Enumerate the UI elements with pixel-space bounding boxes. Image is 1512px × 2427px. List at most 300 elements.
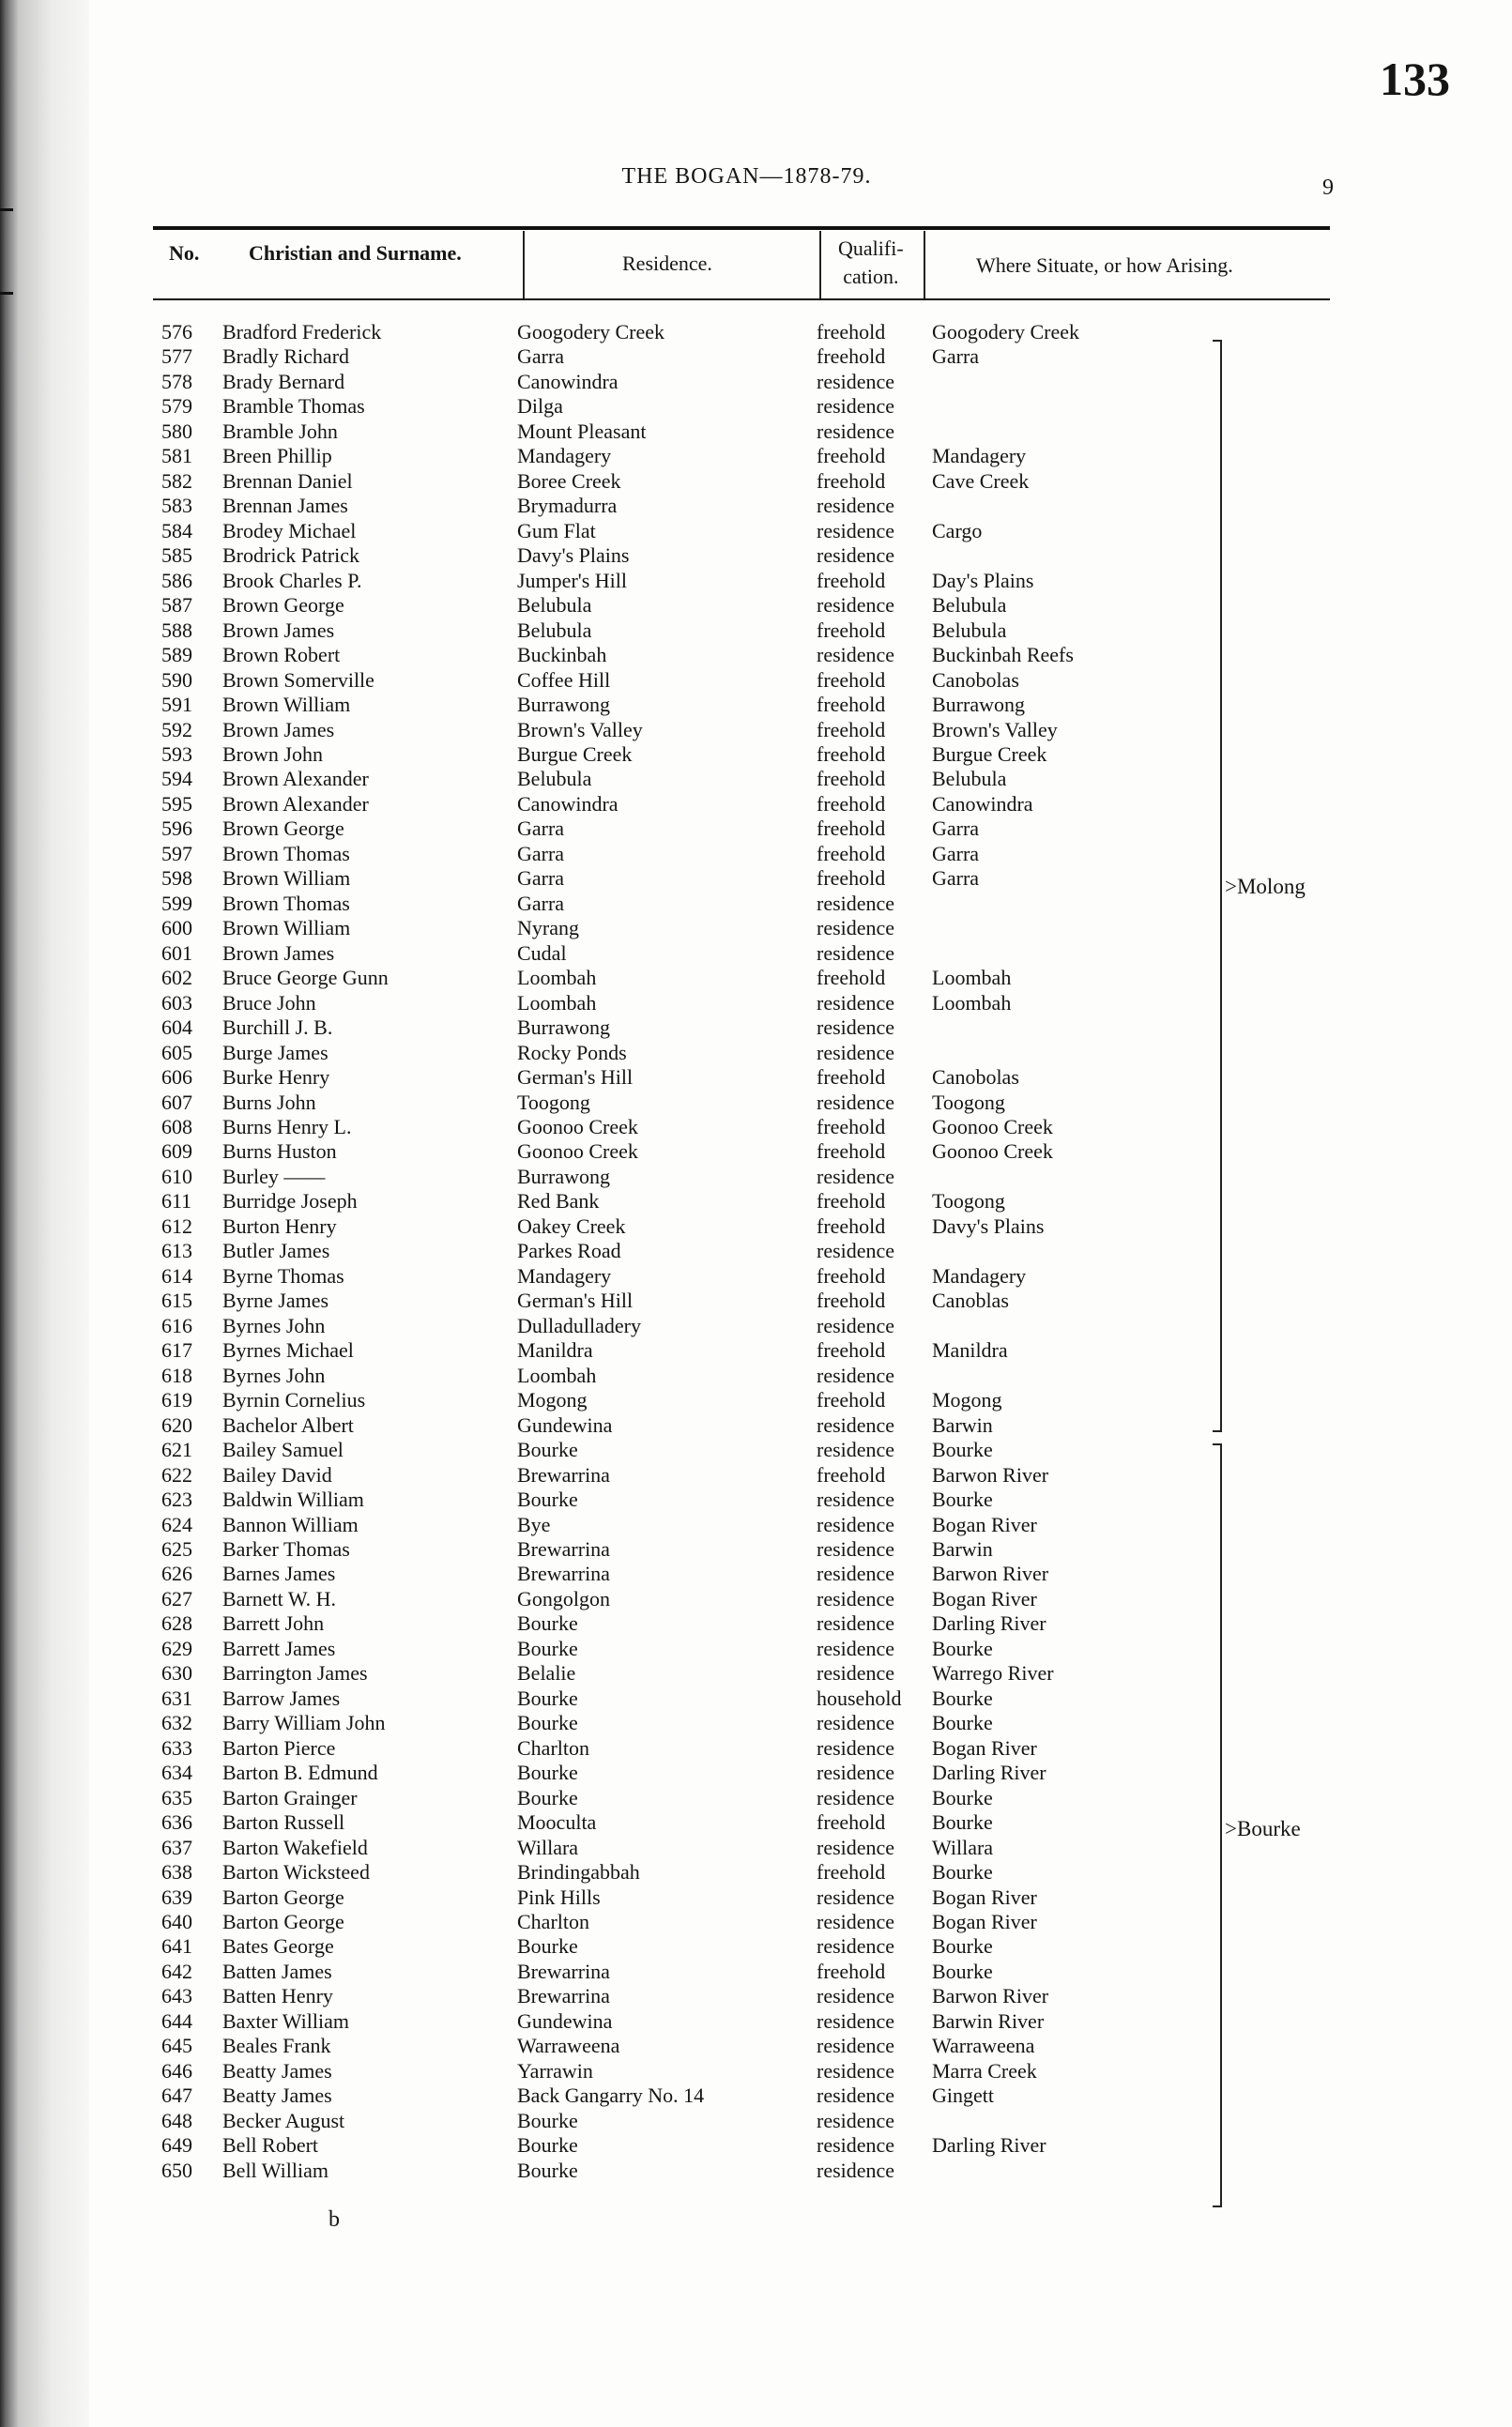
row-name: Bell William (222, 2158, 328, 2182)
row-residence: Charlton (517, 1910, 589, 1933)
row-residence: Dilga (517, 394, 563, 419)
table-row (0, 643, 1493, 667)
row-qualification: residence (817, 1438, 895, 1462)
row-residence: Bourke (517, 2158, 578, 2182)
row-name: Beatty James (222, 2084, 332, 2108)
row-number: 591 (161, 693, 192, 717)
table-row (0, 991, 1493, 1015)
table-row (0, 742, 1493, 767)
row-name: Brown James (222, 618, 335, 642)
row-qualification: residence (817, 1239, 895, 1263)
row-name: Bell Robert (222, 2133, 319, 2158)
table-row (0, 1736, 1493, 1761)
header-name: Christian and Surname. (249, 241, 462, 265)
row-qualification: freehold (817, 741, 886, 766)
row-qualification: residence (817, 1785, 895, 1809)
row-where: Mogong (932, 1388, 1002, 1412)
row-name: Brown Robert (222, 643, 341, 667)
row-name: Bates George (222, 1934, 334, 1959)
row-number: 579 (161, 394, 192, 419)
row-qualification: residence (817, 593, 895, 618)
row-residence: Charlton (517, 1735, 589, 1760)
row-number: 582 (161, 468, 192, 493)
row-name: Baxter William (222, 2008, 349, 2033)
row-qualification: residence (817, 1536, 895, 1561)
row-qualification: freehold (817, 667, 886, 692)
row-where: Bourke (932, 1438, 993, 1462)
row-number: 606 (161, 1065, 192, 1090)
row-number: 637 (161, 1835, 192, 1859)
row-number: 600 (161, 916, 192, 940)
row-name: Breen Phillip (222, 444, 332, 468)
row-number: 649 (161, 2133, 192, 2158)
row-name: Batten James (222, 1959, 332, 1983)
row-number: 643 (161, 1984, 192, 2008)
row-residence: Toogong (517, 1090, 590, 1114)
row-number: 598 (161, 866, 192, 891)
row-qualification: freehold (817, 1139, 886, 1164)
row-name: Barton Pierce (222, 1735, 336, 1760)
row-where: Bogan River (932, 1735, 1037, 1760)
table-row (0, 792, 1493, 817)
table-row (0, 817, 1493, 841)
row-name: Bachelor Albert (222, 1412, 354, 1437)
row-qualification: freehold (817, 568, 886, 592)
row-name: Brown George (222, 817, 344, 841)
row-where: Gingett (932, 2084, 994, 2108)
row-qualification: residence (817, 1512, 895, 1536)
row-qualification: freehold (817, 344, 886, 369)
table-row (0, 2009, 1493, 2034)
row-qualification: residence (817, 2008, 895, 2033)
row-qualification: freehold (817, 1214, 886, 1238)
row-name: Brown James (222, 717, 335, 741)
row-where: Willara (932, 1835, 994, 1859)
row-name: Brown William (222, 866, 351, 891)
row-number: 613 (161, 1239, 192, 1263)
row-where: Garra (932, 841, 980, 865)
column-divider (924, 231, 925, 298)
table-row (0, 1338, 1493, 1363)
row-name: Bailey David (222, 1462, 332, 1487)
table-row (0, 1289, 1493, 1313)
row-name: Burns John (222, 1090, 316, 1114)
table-row (0, 1711, 1493, 1735)
row-number: 642 (161, 1959, 192, 1983)
table-row (0, 444, 1493, 468)
molong-label-text: Molong (1236, 875, 1306, 898)
row-name: Barton Wakefield (222, 1835, 368, 1859)
row-number: 635 (161, 1785, 192, 1809)
row-name: Brown William (222, 916, 351, 940)
row-where: Warraweena (932, 2034, 1035, 2058)
row-residence: Brewarrina (517, 1462, 610, 1487)
table-row (0, 1687, 1493, 1711)
table-row (0, 2034, 1493, 2058)
row-residence: Oakey Creek (517, 1214, 626, 1238)
row-name: Bramble Thomas (222, 394, 365, 419)
table-row (0, 2159, 1493, 2183)
header-qualification-line2: cation. (843, 265, 899, 288)
table-row (0, 2084, 1493, 2108)
row-qualification: residence (817, 1090, 895, 1114)
row-number: 586 (161, 568, 192, 592)
table-row (0, 1537, 1493, 1562)
row-qualification: residence (817, 543, 895, 568)
row-number: 602 (161, 966, 192, 990)
row-residence: Brewarrina (517, 1562, 610, 1586)
row-residence: Brewarrina (517, 1536, 610, 1561)
row-name: Byrne Thomas (222, 1263, 344, 1288)
row-where: Loombah (932, 990, 1012, 1015)
row-qualification: residence (817, 1735, 895, 1760)
row-name: Barton George (222, 1910, 344, 1933)
row-name: Bradford Frederick (222, 320, 382, 343)
row-name: Brown John (222, 741, 323, 766)
row-qualification: freehold (817, 791, 886, 816)
molong-group-label: >Molong (1225, 875, 1306, 898)
row-residence: Canowindra (517, 369, 619, 393)
page-number: 133 (1380, 53, 1450, 105)
row-qualification: freehold (817, 1860, 886, 1885)
row-number: 645 (161, 2034, 192, 2058)
row-residence: Parkes Road (517, 1239, 621, 1263)
row-number: 641 (161, 1934, 192, 1959)
row-qualification: freehold (817, 866, 886, 891)
table-row (0, 1364, 1493, 1388)
row-number: 628 (161, 1611, 192, 1636)
table-row (0, 569, 1493, 593)
row-where: Bogan River (932, 1910, 1037, 1933)
row-number: 597 (161, 841, 192, 865)
row-qualification: residence (817, 1910, 895, 1933)
row-number: 578 (161, 369, 192, 393)
row-qualification: freehold (817, 1959, 886, 1983)
row-residence: Cudal (517, 940, 567, 965)
row-name: Byrnes John (222, 1313, 326, 1337)
header-top-rule (153, 226, 1330, 230)
row-number: 589 (161, 643, 192, 667)
row-name: Brown Thomas (222, 891, 350, 915)
row-name: Barton B. Edmund (222, 1761, 378, 1785)
row-name: Barrett James (222, 1636, 336, 1660)
row-number: 615 (161, 1289, 192, 1313)
row-where: Bourke (932, 1686, 993, 1710)
row-name: Brennan Daniel (222, 468, 353, 493)
row-qualification: freehold (817, 841, 886, 865)
table-row (0, 1091, 1493, 1115)
row-name: Brown Thomas (222, 841, 350, 865)
row-name: Brown George (222, 593, 344, 618)
row-qualification: residence (817, 643, 895, 667)
row-residence: Mooculta (517, 1810, 597, 1835)
table-row (0, 1189, 1493, 1214)
row-where: Bourke (932, 1711, 993, 1735)
table-row (0, 1786, 1493, 1810)
row-number: 622 (161, 1462, 192, 1487)
row-residence: Yarrawin (517, 2058, 593, 2083)
table-row (0, 842, 1493, 866)
row-qualification: freehold (817, 767, 886, 791)
bourke-bracket (1213, 1443, 1222, 2207)
row-residence: Belubula (517, 618, 592, 642)
table-row (0, 693, 1493, 717)
row-residence: Brindingabbah (517, 1860, 640, 1885)
row-name: Brown Alexander (222, 767, 369, 791)
row-residence: Bourke (517, 1611, 578, 1636)
row-qualification: residence (817, 2108, 895, 2132)
row-residence: Davy's Plains (517, 543, 630, 568)
row-number: 630 (161, 1661, 192, 1686)
row-number: 599 (161, 891, 192, 915)
row-residence: Mount Pleasant (517, 419, 647, 443)
row-name: Burton Henry (222, 1214, 337, 1238)
row-qualification: residence (817, 1984, 895, 2008)
row-number: 592 (161, 717, 192, 741)
row-where: Toogong (932, 1189, 1005, 1214)
row-residence: Bourke (517, 1761, 578, 1785)
row-residence: Dulladulladery (517, 1313, 641, 1337)
row-name: Byrnes John (222, 1363, 326, 1387)
row-qualification: residence (817, 419, 895, 443)
row-number: 610 (161, 1164, 192, 1188)
row-where: Belubula (932, 593, 1007, 618)
row-residence: Bourke (517, 1785, 578, 1809)
row-qualification: residence (817, 1761, 895, 1785)
row-name: Barton Grainger (222, 1785, 358, 1809)
row-number: 626 (161, 1562, 192, 1586)
row-number: 623 (161, 1488, 192, 1512)
row-where: Bogan River (932, 1586, 1037, 1610)
table-row (0, 370, 1493, 394)
column-divider (523, 231, 525, 298)
footer-signature: b (328, 2207, 340, 2232)
table-row (0, 1984, 1493, 2008)
row-residence: Googodery Creek (517, 320, 665, 343)
row-where: Burrawong (932, 693, 1025, 717)
row-residence: Back Gangarry No. 14 (517, 2084, 705, 2108)
row-residence: Boree Creek (517, 468, 621, 493)
table-row (0, 618, 1493, 643)
row-where: Toogong (932, 1090, 1005, 1114)
row-qualification: residence (817, 2034, 895, 2058)
table-row (0, 1562, 1493, 1586)
table-row (0, 1761, 1493, 1785)
row-number: 650 (161, 2158, 192, 2182)
row-where: Garra (932, 817, 980, 841)
row-where: Manildra (932, 1338, 1008, 1363)
row-name: Burchill J. B. (222, 1015, 333, 1040)
row-where: Darling River (932, 1761, 1046, 1785)
row-number: 581 (161, 444, 192, 468)
row-number: 580 (161, 419, 192, 443)
row-name: Brodey Michael (222, 518, 357, 542)
row-residence: Mogong (517, 1388, 588, 1412)
row-residence: Gongolgon (517, 1586, 610, 1610)
row-residence: Bourke (517, 1686, 578, 1710)
row-qualification: residence (817, 1934, 895, 1959)
row-residence: Bourke (517, 1438, 578, 1462)
row-where: Bourke (932, 1785, 993, 1809)
row-name: Brown Somerville (222, 667, 374, 692)
row-where: Canoblas (932, 1289, 1009, 1313)
row-where: Bourke (932, 1488, 993, 1512)
row-qualification: freehold (817, 1115, 886, 1138)
row-residence: German's Hill (517, 1289, 634, 1313)
row-number: 607 (161, 1090, 192, 1114)
gutter-mark (0, 292, 13, 295)
row-residence: Burrawong (517, 1015, 610, 1040)
table-row (0, 1661, 1493, 1686)
row-qualification: freehold (817, 1462, 886, 1487)
table-row (0, 394, 1493, 419)
header-bottom-rule (153, 298, 1330, 300)
row-qualification: residence (817, 1488, 895, 1512)
row-name: Brown William (222, 693, 351, 717)
row-qualification: residence (817, 940, 895, 965)
table-row (0, 1960, 1493, 1984)
row-qualification: residence (817, 1040, 895, 1064)
row-number: 632 (161, 1711, 192, 1735)
row-qualification: residence (817, 1611, 895, 1636)
row-number: 647 (161, 2084, 192, 2108)
row-qualification: residence (817, 2133, 895, 2158)
row-where: Barwon River (932, 1562, 1049, 1586)
row-residence: Bourke (517, 2133, 578, 2158)
row-qualification: freehold (817, 1810, 886, 1835)
row-where: Canobolas (932, 1065, 1019, 1090)
table-row (0, 1463, 1493, 1488)
gutter-mark (0, 208, 13, 211)
header-qualification-line1: Qualifi- (838, 237, 904, 260)
table-row (0, 320, 1493, 344)
row-qualification: freehold (817, 1189, 886, 1214)
row-residence: Brewarrina (517, 1984, 610, 2008)
row-where: Barwin (932, 1536, 993, 1561)
table-row (0, 1165, 1493, 1189)
row-number: 614 (161, 1263, 192, 1288)
row-where: Canobolas (932, 667, 1019, 692)
row-residence: Belalie (517, 1661, 576, 1686)
row-name: Burley —— (222, 1164, 326, 1188)
row-residence: Goonoo Creek (517, 1115, 638, 1138)
row-qualification: freehold (817, 1263, 886, 1288)
row-residence: Gum Flat (517, 518, 596, 542)
column-divider (819, 231, 821, 298)
table-row (0, 1065, 1493, 1090)
row-residence: Manildra (517, 1338, 593, 1363)
row-residence: Burrawong (517, 693, 610, 717)
row-qualification: freehold (817, 1289, 886, 1313)
row-residence: Canowindra (517, 791, 619, 816)
row-qualification: residence (817, 1835, 895, 1859)
row-residence: Pink Hills (517, 1885, 601, 1909)
row-number: 588 (161, 618, 192, 642)
row-qualification: freehold (817, 1388, 886, 1412)
row-name: Byrnes Michael (222, 1338, 354, 1363)
row-name: Barnett W. H. (222, 1586, 336, 1610)
row-name: Barrett John (222, 1611, 325, 1636)
row-residence: Bourke (517, 1488, 578, 1512)
row-residence: Loombah (517, 1363, 597, 1387)
row-residence: Belubula (517, 593, 592, 618)
row-number: 609 (161, 1139, 192, 1164)
row-name: Brennan James (222, 494, 348, 518)
row-number: 636 (161, 1810, 192, 1835)
row-residence: Garra (517, 866, 565, 891)
row-residence: Jumper's Hill (517, 568, 628, 592)
row-residence: Coffee Hill (517, 667, 611, 692)
row-name: Barton Russell (222, 1810, 345, 1835)
row-qualification: household (817, 1686, 902, 1710)
row-residence: Bourke (517, 1711, 578, 1735)
row-name: Burns Henry L. (222, 1115, 352, 1138)
row-name: Byrne James (222, 1289, 329, 1313)
row-residence: Rocky Ponds (517, 1040, 627, 1064)
row-name: Bruce George Gunn (222, 966, 389, 990)
header-no: No. (169, 241, 200, 265)
row-number: 616 (161, 1313, 192, 1337)
row-residence: Willara (517, 1835, 579, 1859)
row-where: Bourke (932, 1810, 993, 1835)
row-where: Davy's Plains (932, 1214, 1045, 1238)
row-qualification: freehold (817, 1065, 886, 1090)
table-row (0, 1885, 1493, 1910)
row-number: 629 (161, 1636, 192, 1660)
row-where: Bourke (932, 1959, 993, 1983)
row-qualification: residence (817, 891, 895, 915)
table-row (0, 1115, 1493, 1139)
row-qualification: residence (817, 1636, 895, 1660)
row-residence: Belubula (517, 767, 592, 791)
row-where: Loombah (932, 966, 1012, 990)
row-qualification: residence (817, 1015, 895, 1040)
table-row (0, 543, 1493, 568)
table-row (0, 344, 1493, 369)
row-number: 621 (161, 1438, 192, 1462)
row-where: Belubula (932, 618, 1007, 642)
row-name: Barton George (222, 1885, 344, 1909)
row-where: Cargo (932, 518, 983, 542)
table-row (0, 1388, 1493, 1412)
row-where: Barwin (932, 1412, 993, 1437)
row-where: Buckinbah Reefs (932, 643, 1074, 667)
row-name: Barrington James (222, 1661, 368, 1686)
row-qualification: residence (817, 494, 895, 518)
row-where: Barwon River (932, 1984, 1049, 2008)
row-name: Batten Henry (222, 1984, 333, 2008)
row-qualification: freehold (817, 693, 886, 717)
row-where: Mandagery (932, 1263, 1027, 1288)
row-number: 611 (161, 1189, 192, 1214)
row-number: 639 (161, 1885, 192, 1909)
table-row (0, 1611, 1493, 1636)
bourke-group-label: >Bourke (1225, 1817, 1301, 1840)
row-number: 634 (161, 1761, 192, 1785)
row-qualification: freehold (817, 717, 886, 741)
row-qualification: residence (817, 518, 895, 542)
row-where: Garra (932, 866, 980, 891)
row-where: Marra Creek (932, 2058, 1037, 2083)
table-row (0, 1587, 1493, 1611)
row-number: 604 (161, 1015, 192, 1040)
row-qualification: residence (817, 1661, 895, 1686)
row-name: Beales Frank (222, 2034, 331, 2058)
row-where: Goonoo Creek (932, 1115, 1053, 1138)
row-residence: Loombah (517, 966, 597, 990)
row-number: 584 (161, 518, 192, 542)
bourke-label-text: Bourke (1236, 1817, 1301, 1840)
